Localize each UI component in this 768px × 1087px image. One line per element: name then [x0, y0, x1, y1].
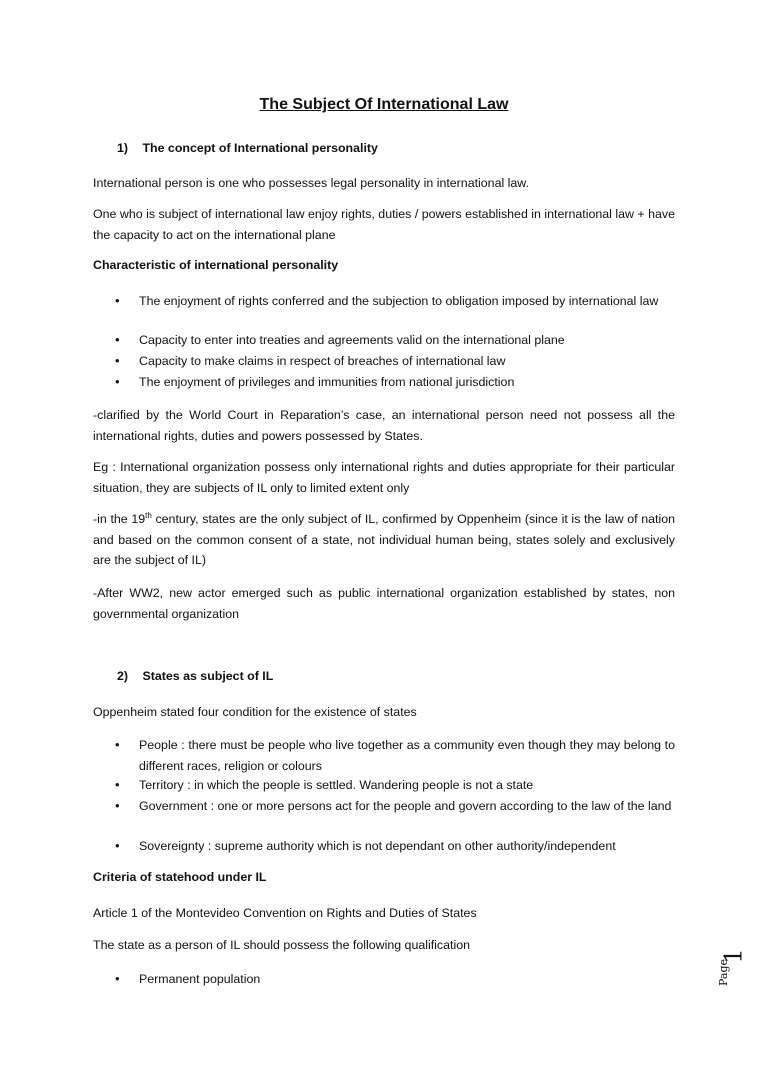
page-label: Page — [717, 958, 731, 987]
bullet-icon — [115, 291, 139, 312]
list-item: • Government : one or more persons act for the people and govern according to the law of the land — [115, 796, 675, 817]
bullet-icon — [115, 735, 139, 756]
section-2-heading — [117, 669, 273, 683]
paragraph: Article 1 of the Montevideo Convention on Rights and Duties of States — [93, 906, 477, 920]
bullet-icon — [115, 330, 139, 351]
list-item: • Territory : in which the people is settled. Wandering people is not a state — [115, 775, 675, 796]
list-item: • Capacity to enter into treaties and agreements valid on the international plane — [115, 330, 675, 351]
bullet-icon — [115, 775, 139, 796]
section-2-title: States as subject of IL — [142, 669, 274, 683]
paragraph: -in the 19th century, states are the only subject of IL, confirmed by Oppenheim (since it is the law of nation and based on the common consent of a state, not individual human being, states solely and exclusively are the subject of IL) — [93, 510, 675, 567]
section-1-heading — [117, 141, 378, 155]
paragraph: -After WW2, new actor emerged such as public international organization established by states, non governmental organization — [93, 586, 675, 621]
document-title: The Subject Of International Law — [259, 96, 509, 113]
bullet-icon — [115, 796, 139, 817]
bullet-icon — [115, 969, 139, 990]
list-item: • People : there must be people who live together as a community even though they may belong to different races, religion or colours — [115, 735, 675, 776]
subheading-characteristics: Characteristic of international personality — [93, 258, 339, 272]
page-marker — [717, 948, 748, 988]
paragraph: Eg : International organization possess only international rights and duties appropriate for their particular situation, they are subjects of IL only to limited extent only — [93, 460, 675, 495]
list-item: • Permanent population — [115, 969, 675, 990]
list-item: • The enjoyment of privileges and immunities from national jurisdiction — [115, 372, 675, 393]
paragraph: The state as a person of IL should possess the following qualification — [93, 938, 470, 952]
bullet-icon — [115, 836, 139, 857]
section-1-number: 1) — [117, 141, 129, 155]
subheading-criteria: Criteria of statehood under IL — [93, 870, 267, 884]
paragraph: One who is subject of international law enjoy rights, duties / powers established in international law + have the capacity to act on the international plane — [93, 207, 675, 242]
list-item: • Capacity to make claims in respect of breaches of international law — [115, 351, 675, 372]
list-item: • Sovereignty : supreme authority which is not dependant on other authority/independent — [115, 836, 675, 857]
bullet-icon — [115, 372, 139, 393]
paragraph: Oppenheim stated four condition for the existence of states — [93, 705, 417, 719]
bullet-icon — [115, 351, 139, 372]
paragraph: International person is one who possesses legal personality in international law. — [93, 176, 530, 190]
section-2-number: 2) — [117, 669, 129, 683]
page-number: 1 — [719, 948, 748, 964]
section-1-title: The concept of International personality — [142, 141, 378, 155]
list-item: • The enjoyment of rights conferred and the subjection to obligation imposed by international law — [115, 291, 675, 312]
paragraph: -clarified by the World Court in Reparation’s case, an international person need not possess all the international rights, duties and powers possessed by States. — [93, 408, 675, 443]
